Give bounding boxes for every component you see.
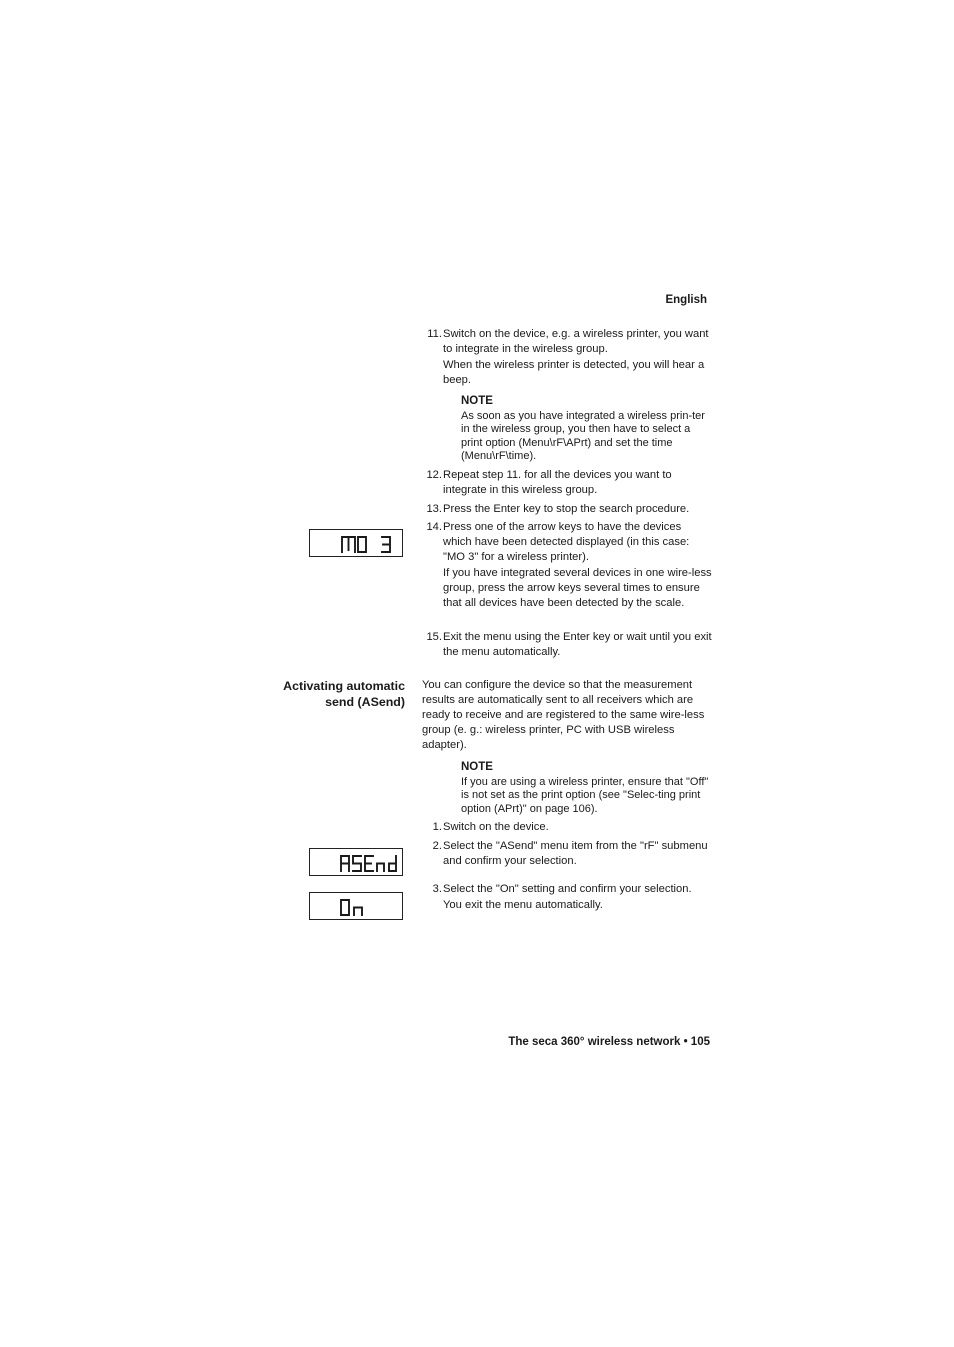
lcd-display-asend xyxy=(309,848,403,876)
language-label: English xyxy=(665,294,707,306)
page-footer: The seca 360° wireless network • 105 xyxy=(508,1036,710,1048)
lcd-display-mo3 xyxy=(309,529,403,557)
note-heading: NOTE xyxy=(461,761,493,773)
step-text: Repeat step 11. for all the devices you want to integrate in this wireless group. xyxy=(443,469,672,496)
step-number: 2. xyxy=(432,840,442,852)
step-15 xyxy=(422,630,712,660)
lcd-display-on xyxy=(309,892,403,920)
step-text: Switch on the device. xyxy=(443,821,549,833)
step-14 xyxy=(422,520,712,611)
step-number: 1. xyxy=(432,821,442,833)
step-text: Exit the menu using the Enter key or wait until you exit the menu automatically. xyxy=(443,631,712,658)
section-intro: You can configure the device so that the measurement results are automatically sent to all receivers which are ready to receive and are registered to the same wire-less group (e. g.: wireless printer, PC with USB wireless adapter). xyxy=(422,679,705,751)
step-number: 15. xyxy=(426,631,442,643)
note-text: As soon as you have integrated a wireless prin-ter in the wireless group, you then have to select a print option (Menu\rF\APrt) and set the time (Menu\rF\time). xyxy=(461,409,705,462)
step-number: 14. xyxy=(426,521,442,533)
step-12 xyxy=(422,468,712,498)
step-number: 12. xyxy=(426,469,442,481)
note-box xyxy=(461,395,713,464)
section-heading-line: send (ASend) xyxy=(325,695,405,709)
section-heading-line: Activating automatic xyxy=(283,679,405,693)
note-heading: NOTE xyxy=(461,395,493,407)
step-1 xyxy=(422,820,712,835)
step-text: Press the Enter key to stop the search procedure. xyxy=(443,503,690,515)
step-3 xyxy=(422,882,712,913)
step-13 xyxy=(422,502,712,517)
step-number: 13. xyxy=(426,503,442,515)
step-number: 3. xyxy=(432,883,442,895)
step-text: Press one of the arrow keys to have the devices which have been detected displayed (in this case: "MO 3" for a wireless printer). xyxy=(443,521,690,563)
note-text: If you are using a wireless printer, ensure that "Off" is not set as the print option (see "Selec-ting print option (APrt)" on page 106). xyxy=(461,775,709,815)
step-text: Switch on the device, e.g. a wireless printer, you want to integrate in the wireless group. xyxy=(443,328,709,355)
section-heading xyxy=(240,678,405,710)
step-2 xyxy=(422,839,712,869)
step-text: Select the "On" setting and confirm your selection. xyxy=(443,883,692,895)
note-box xyxy=(461,761,713,816)
step-subtext: You exit the menu automatically. xyxy=(443,899,603,911)
step-subtext: When the wireless printer is detected, you will hear a beep. xyxy=(443,359,705,386)
step-number: 11. xyxy=(427,328,442,340)
step-text: Select the "ASend" menu item from the "rF" submenu and confirm your selection. xyxy=(443,840,708,867)
step-subtext: If you have integrated several devices in one wire-less group, press the arrow keys several times to ensure that all devices have been detected by the scale. xyxy=(443,567,712,609)
step-11 xyxy=(422,327,712,388)
